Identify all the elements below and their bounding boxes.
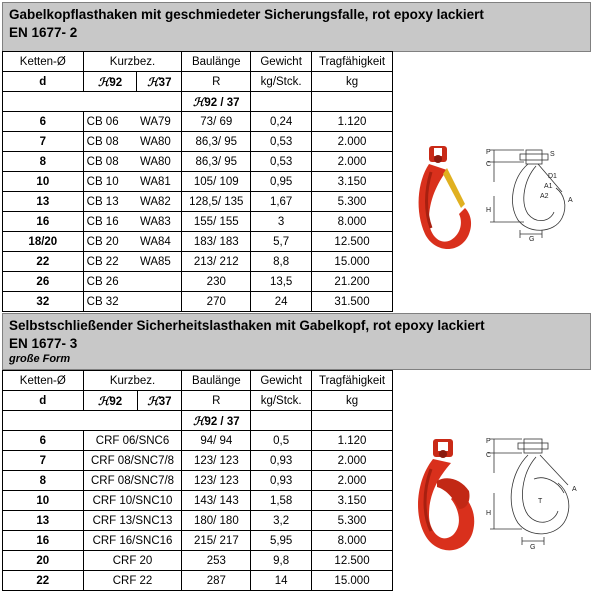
cell-length: 253 <box>182 551 251 571</box>
dim-label-a: A <box>572 486 577 493</box>
cell-weight: 14 <box>251 571 312 591</box>
empty-cell <box>312 411 393 431</box>
dim-label-d1: D1 <box>548 173 557 180</box>
unit-d: d <box>3 72 84 92</box>
cell-length: 215/ 217 <box>182 531 251 551</box>
grade-37-label: ℋ37 <box>137 391 182 411</box>
cell-code: CRF 16/SNC16 <box>83 531 182 551</box>
dim-label-a2: A2 <box>540 193 549 200</box>
cell-code-37: WA85 <box>137 252 182 272</box>
table-row <box>3 112 393 132</box>
h-grade-symbol-icon: ℋ <box>97 74 110 89</box>
h-grade-symbol-icon: ℋ <box>147 393 159 408</box>
empty-cell <box>83 411 182 431</box>
hook-drawing-icon <box>484 142 589 242</box>
grade-sub-label: ℋ92 / 37 <box>182 411 251 431</box>
safety-hook-drawing-icon <box>484 433 589 551</box>
col-header-ketten: Ketten-Ø <box>3 371 84 391</box>
cell-diameter: 20 <box>3 551 84 571</box>
cell-length: 180/ 180 <box>182 511 251 531</box>
cell-capacity: 2.000 <box>312 152 393 172</box>
cell-code-92: CB 08 <box>83 132 137 152</box>
table-row <box>3 152 393 172</box>
cell-length: 86,3/ 95 <box>182 132 251 152</box>
cell-capacity: 12.500 <box>312 232 393 252</box>
cell-diameter: 6 <box>3 112 84 132</box>
cell-code-92: CB 10 <box>83 172 137 192</box>
section-header <box>2 313 591 370</box>
cell-code-37: WA81 <box>137 172 182 192</box>
col-header-tragfaehigkeit: Tragfähigkeit <box>312 52 393 72</box>
dim-label-a1: A1 <box>544 183 553 190</box>
cell-diameter: 8 <box>3 152 84 172</box>
h-grade-symbol-icon: ℋ <box>97 393 110 408</box>
cell-length: 105/ 109 <box>182 172 251 192</box>
cell-capacity: 3.150 <box>312 172 393 192</box>
grade-sub-label: ℋ92 / 37 <box>182 92 251 112</box>
cell-code-92: CB 13 <box>83 192 137 212</box>
cell-weight: 0,53 <box>251 152 312 172</box>
dim-label-c: C <box>486 161 492 168</box>
cell-weight: 0,93 <box>251 471 312 491</box>
cell-length: 270 <box>182 292 251 312</box>
dim-label-g: G <box>530 544 536 551</box>
cell-capacity: 15.000 <box>312 571 393 591</box>
dim-label-s: S <box>550 151 555 158</box>
cell-diameter: 13 <box>3 511 84 531</box>
cell-code-37: WA82 <box>137 192 182 212</box>
table-row <box>3 451 393 471</box>
cell-diameter: 6 <box>3 431 84 451</box>
col-header-kurzbez: Kurzbez. <box>83 371 182 391</box>
h-grade-symbol-icon: ℋ <box>193 94 205 109</box>
cell-weight: 0,93 <box>251 451 312 471</box>
cell-capacity: 1.120 <box>312 112 393 132</box>
cell-capacity: 8.000 <box>312 212 393 232</box>
cell-code-92: CB 16 <box>83 212 137 232</box>
table-row <box>3 212 393 232</box>
cell-diameter: 16 <box>3 531 84 551</box>
cell-capacity: 8.000 <box>312 531 393 551</box>
table-row <box>3 511 393 531</box>
cell-length: 86,3/ 95 <box>182 152 251 172</box>
empty-cell <box>83 92 182 112</box>
cell-diameter: 7 <box>3 132 84 152</box>
cell-diameter: 13 <box>3 192 84 212</box>
cell-code-92: CB 22 <box>83 252 137 272</box>
cell-code: CRF 08/SNC7/8 <box>83 451 182 471</box>
section-norm: EN 1677- 3 <box>9 336 78 351</box>
cell-diameter: 10 <box>3 491 84 511</box>
spec-table <box>2 51 393 312</box>
cell-code-37: WA80 <box>137 152 182 172</box>
h-grade-symbol-icon: ℋ <box>193 413 205 428</box>
section-title: Gabelkopflasthaken mit geschmiedeter Sicherungsfalle, rot epoxy lackiert <box>9 7 484 22</box>
col-header-kurzbez: Kurzbez. <box>83 52 182 72</box>
cell-code: CRF 06/SNC6 <box>83 431 182 451</box>
dim-label-t: T <box>538 498 543 505</box>
cell-length: 73/ 69 <box>182 112 251 132</box>
table-row <box>3 172 393 192</box>
col-header-gewicht: Gewicht <box>251 52 312 72</box>
cell-weight: 0,5 <box>251 431 312 451</box>
section-safety-hook <box>2 313 591 585</box>
dim-label-h: H <box>486 510 492 517</box>
cell-capacity: 31.500 <box>312 292 393 312</box>
dim-label-a: A <box>568 197 573 204</box>
cell-weight: 13,5 <box>251 272 312 292</box>
cell-capacity: 2.000 <box>312 132 393 152</box>
cell-capacity: 5.300 <box>312 511 393 531</box>
cell-length: 287 <box>182 571 251 591</box>
dim-label-g: G <box>529 236 535 242</box>
grade-92-label: ℋ92 <box>83 72 137 92</box>
cell-weight: 0,24 <box>251 112 312 132</box>
cell-weight: 1,67 <box>251 192 312 212</box>
cell-weight: 8,8 <box>251 252 312 272</box>
grade-92-label: ℋ92 <box>83 391 137 411</box>
section-title: Selbstschließender Sicherheitslasthaken mit Gabelkopf, rot epoxy lackiert <box>9 318 485 333</box>
cell-capacity: 2.000 <box>312 451 393 471</box>
col-header-baulaenge: Baulänge <box>182 371 251 391</box>
cell-diameter: 26 <box>3 272 84 292</box>
cell-code-37: WA84 <box>137 232 182 252</box>
dim-label-p: P <box>486 438 491 445</box>
dim-label-h: H <box>486 207 492 214</box>
unit-kg: kg <box>312 72 393 92</box>
cell-weight: 5,7 <box>251 232 312 252</box>
table-row <box>3 132 393 152</box>
cell-diameter: 22 <box>3 252 84 272</box>
unit-r: R <box>182 72 251 92</box>
cell-code-92: CB 26 <box>83 272 137 292</box>
section-clevis-hook <box>2 2 591 310</box>
cell-code-37 <box>137 292 182 312</box>
cell-length: 183/ 183 <box>182 232 251 252</box>
table-row <box>3 272 393 292</box>
cell-code: CRF 20 <box>83 551 182 571</box>
cell-code: CRF 10/SNC10 <box>83 491 182 511</box>
cell-capacity: 2.000 <box>312 471 393 491</box>
cell-length: 128,5/ 135 <box>182 192 251 212</box>
cell-diameter: 7 <box>3 451 84 471</box>
cell-length: 123/ 123 <box>182 451 251 471</box>
dim-label-c: C <box>486 452 492 459</box>
empty-cell <box>251 92 312 112</box>
cell-diameter: 16 <box>3 212 84 232</box>
unit-kgstck: kg/Stck. <box>251 391 312 411</box>
cell-weight: 0,53 <box>251 132 312 152</box>
table-row <box>3 491 393 511</box>
empty-cell <box>251 411 312 431</box>
cell-weight: 0,95 <box>251 172 312 192</box>
unit-kgstck: kg/Stck. <box>251 72 312 92</box>
cell-capacity: 12.500 <box>312 551 393 571</box>
cell-code-92: CB 20 <box>83 232 137 252</box>
h-grade-symbol-icon: ℋ <box>147 74 159 89</box>
cell-diameter: 18/20 <box>3 232 84 252</box>
cell-weight: 3,2 <box>251 511 312 531</box>
unit-d: d <box>3 391 84 411</box>
cell-capacity: 3.150 <box>312 491 393 511</box>
dim-label-p: P <box>486 149 491 156</box>
col-header-tragfaehigkeit: Tragfähigkeit <box>312 371 393 391</box>
cell-length: 213/ 212 <box>182 252 251 272</box>
unit-kg: kg <box>312 391 393 411</box>
col-header-ketten: Ketten-Ø <box>3 52 84 72</box>
cell-code-37: WA80 <box>137 132 182 152</box>
cell-code-92: CB 32 <box>83 292 137 312</box>
section-header <box>2 2 591 52</box>
cell-capacity: 15.000 <box>312 252 393 272</box>
cell-weight: 3 <box>251 212 312 232</box>
empty-cell <box>3 92 84 112</box>
cell-weight: 5,95 <box>251 531 312 551</box>
cell-capacity: 5.300 <box>312 192 393 212</box>
cell-length: 155/ 155 <box>182 212 251 232</box>
cell-diameter: 10 <box>3 172 84 192</box>
hook-photo-icon <box>407 142 479 262</box>
section-norm: EN 1677- 2 <box>9 25 78 40</box>
cell-length: 123/ 123 <box>182 471 251 491</box>
cell-length: 143/ 143 <box>182 491 251 511</box>
spec-table <box>2 370 393 591</box>
cell-length: 230 <box>182 272 251 292</box>
table-row <box>3 252 393 272</box>
cell-length: 94/ 94 <box>182 431 251 451</box>
cell-code: CRF 13/SNC13 <box>83 511 182 531</box>
table-row <box>3 531 393 551</box>
col-header-gewicht: Gewicht <box>251 371 312 391</box>
empty-cell <box>312 92 393 112</box>
cell-weight: 9,8 <box>251 551 312 571</box>
cell-diameter: 22 <box>3 571 84 591</box>
cell-weight: 24 <box>251 292 312 312</box>
table-row <box>3 471 393 491</box>
cell-code-37 <box>137 272 182 292</box>
table-row <box>3 192 393 212</box>
cell-weight: 1,58 <box>251 491 312 511</box>
safety-hook-photo-icon <box>407 435 479 565</box>
empty-cell <box>3 411 84 431</box>
cell-code-92: CB 08 <box>83 152 137 172</box>
cell-capacity: 21.200 <box>312 272 393 292</box>
cell-code-37: WA79 <box>137 112 182 132</box>
cell-capacity: 1.120 <box>312 431 393 451</box>
unit-r: R <box>182 391 251 411</box>
section-subtitle: große Form <box>9 353 71 365</box>
table-row <box>3 551 393 571</box>
grade-37-label: ℋ37 <box>137 72 182 92</box>
cell-code: CRF 22 <box>83 571 182 591</box>
col-header-baulaenge: Baulänge <box>182 52 251 72</box>
cell-code-92: CB 06 <box>83 112 137 132</box>
table-row <box>3 292 393 312</box>
cell-code: CRF 08/SNC7/8 <box>83 471 182 491</box>
cell-diameter: 8 <box>3 471 84 491</box>
table-row <box>3 232 393 252</box>
table-row <box>3 431 393 451</box>
cell-code-37: WA83 <box>137 212 182 232</box>
cell-diameter: 32 <box>3 292 84 312</box>
